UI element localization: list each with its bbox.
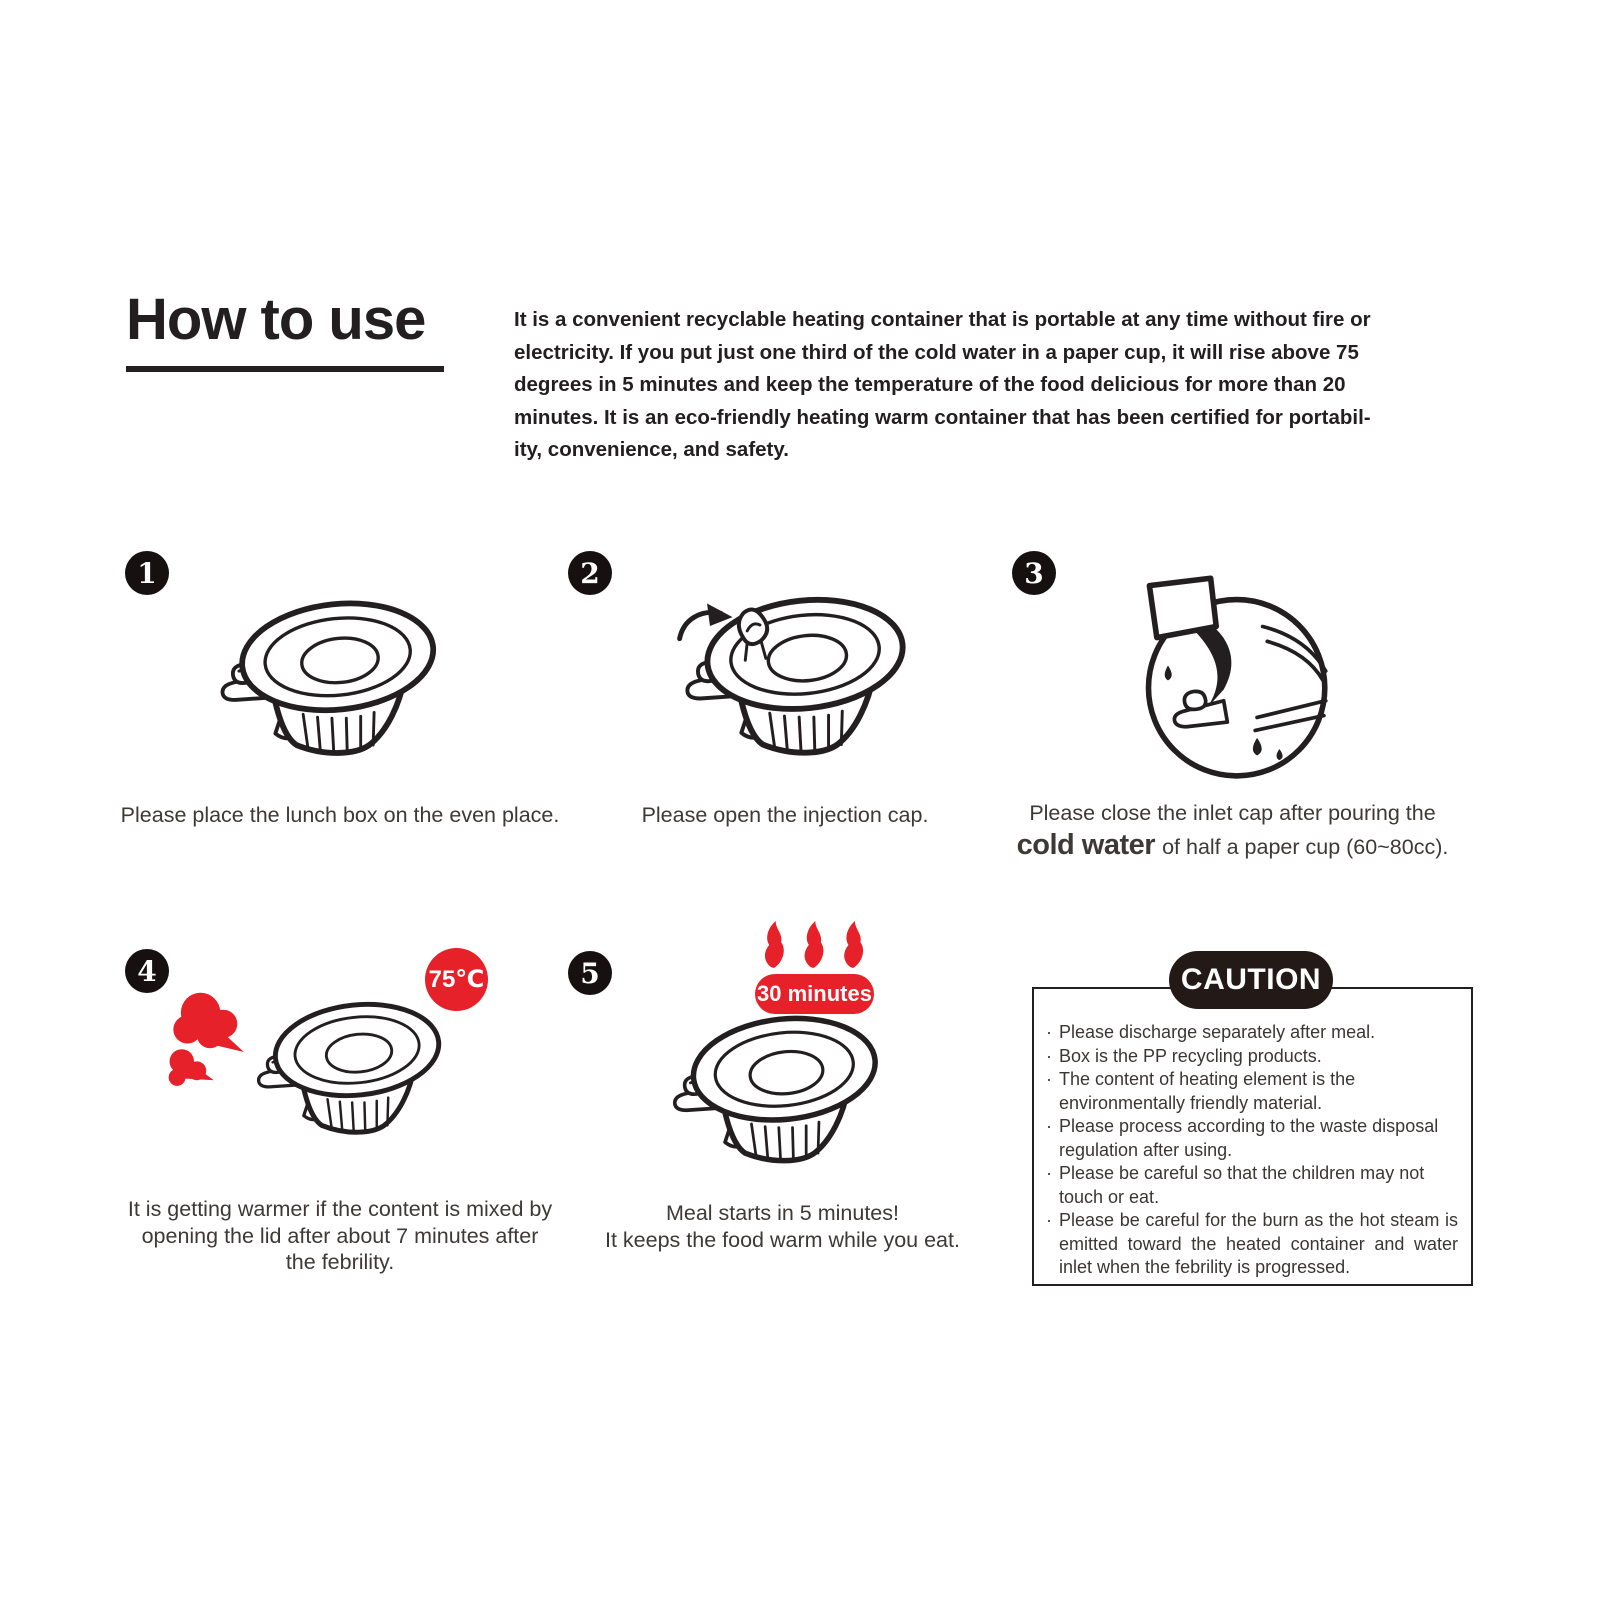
caution-item-text: Please be careful so that the children may not touch or eat. [1059,1163,1425,1207]
title-underline [126,366,444,372]
step-4-caption [100,1196,580,1276]
step-5-caption [550,1200,1015,1254]
caution-item [1046,1021,1458,1045]
step-2-number-badge: 2 [568,551,612,595]
caution-list [1046,1021,1458,1280]
caution-item-text: Box is the PP recycling products. [1059,1045,1322,1066]
minutes-badge: 30 minutes [755,974,874,1014]
step-5-number-badge: 5 [568,951,612,995]
caution-item-text: Please process according to the waste disposal regulation after using. [1059,1116,1439,1160]
caution-item-text: Please discharge separately after meal. [1059,1022,1376,1042]
step-3-caption-line-2 [1000,829,1465,861]
step-3-caption-rest: of half a paper cup (60~80cc). [1162,835,1449,859]
intro-line: ity, convenience, and safety. [514,438,789,462]
caution-item [1046,1045,1458,1069]
caution-item-text: The content of heating element is the environmentally friendly material. [1059,1069,1356,1113]
heat-flames-icon [760,921,866,969]
caution-item [1046,1115,1458,1162]
bullet-marker: · [1046,1069,1052,1089]
step-4-caption-line: opening the lid after about 7 minutes after [141,1223,539,1248]
step-1-caption: Please place the lunch box on the even place. [120,803,560,827]
step-3-caption-line-1: Please close the inlet cap after pouring the [1029,801,1436,825]
steam-icon [163,988,257,1101]
bullet-marker: · [1046,1116,1052,1136]
step-4-caption-line: the febrility. [285,1250,395,1274]
step-2-caption: Please open the injection cap. [641,803,929,827]
caution-item [1046,1209,1458,1280]
intro-line: degrees in 5 minutes and keep the temperature of the food delicious for more than 20 [514,373,1346,397]
lunchbox-illustration-step-5-icon [663,998,891,1176]
caution-item-text: Please be careful for the burn as the hot steam is emitted toward the heated container and water inlet when the febrility is progressed. [1059,1210,1458,1277]
step-3-number-badge: 3 [1012,551,1056,595]
step-3-caption [1000,800,1465,861]
caution-item [1046,1068,1458,1115]
lunchbox-illustration-step-4-icon [248,986,453,1146]
step-5-caption-line: It keeps the food warm while you eat. [605,1228,960,1252]
intro-line: minutes. It is an eco-friendly heating warm container that has been certified for portabil- [514,405,1371,429]
step-4-number-badge: 4 [125,949,169,993]
caution-badge: CAUTION [1169,951,1333,1009]
bullet-marker: · [1046,1210,1052,1230]
caution-item [1046,1162,1458,1209]
bullet-marker: · [1046,1045,1052,1066]
bullet-marker: · [1046,1022,1052,1042]
step-1-number-badge: 1 [125,551,169,595]
temperature-badge: 75℃ [425,948,488,1011]
step-5-caption-line: Meal starts in 5 minutes! [665,1201,899,1225]
intro-line: electricity. If you put just one third of the cold water in a paper cup, it will rise above 75 [514,340,1359,364]
lunchbox-open-cap-illustration-step-2-icon [650,576,915,772]
lunchbox-illustration-step-1-icon [210,582,450,769]
step-4-caption-line: It is getting warmer if the content is mixed by [127,1197,553,1221]
intro-paragraph [514,304,1454,467]
bullet-marker: · [1046,1163,1052,1183]
intro-line: It is a convenient recyclable heating container that is portable at any time without fire or [514,308,1371,331]
pour-cold-water-illustration-step-3-icon [1116,575,1348,781]
cold-water-emphasis: cold water [1016,829,1156,861]
page-title: How to use [126,287,426,352]
